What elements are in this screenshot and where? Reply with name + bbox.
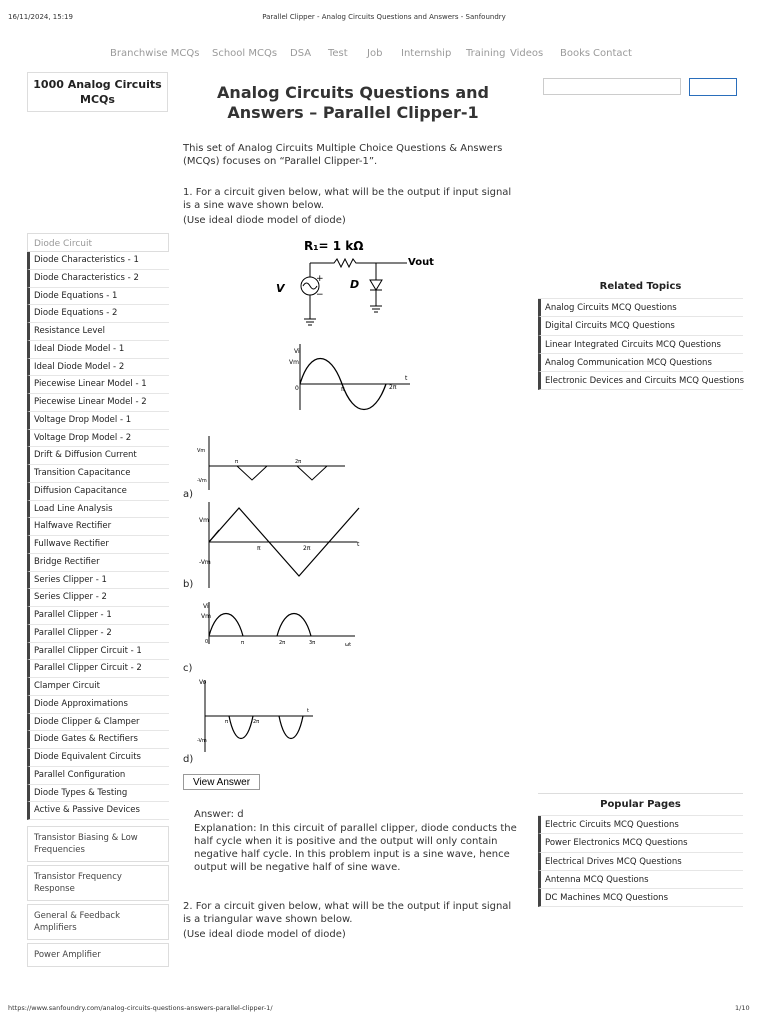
c-vi-label: Vi: [203, 603, 209, 610]
intro-text: This set of Analog Circuits Multiple Choice Questions & Answers (MCQs) focuses on “Parallel Clipper-1”.: [183, 143, 503, 167]
nav-school-mcqs[interactable]: School MCQs: [212, 48, 278, 59]
c-wt-label: ωt: [345, 642, 352, 648]
popular-page-link[interactable]: Antenna MCQ Questions: [538, 871, 743, 889]
option-c-graph: [195, 598, 360, 654]
b-t-label: t: [357, 541, 360, 548]
b-vm-label: Vm: [199, 517, 209, 524]
a-pi-label: π: [235, 459, 239, 465]
sidebar-box-transistor-frequency[interactable]: Transistor Frequency Response: [27, 865, 169, 901]
t-label: t: [405, 375, 408, 382]
option-d-label: d): [183, 754, 194, 765]
nav-internship[interactable]: Internship: [401, 48, 452, 59]
nav-branchwise-mcqs[interactable]: Branchwise MCQs: [110, 48, 200, 59]
vm-label: Vm: [289, 359, 299, 366]
sidebar-item[interactable]: Diode Equations - 2: [27, 305, 169, 323]
circuit-diagram: [270, 234, 440, 334]
sidebar-item[interactable]: Parallel Clipper - 2: [27, 625, 169, 643]
vi-label: Vi: [294, 348, 300, 355]
d-two-pi-label: 2π: [253, 719, 260, 725]
sidebar-list: [27, 252, 169, 820]
popular-pages-title: Popular Pages: [600, 799, 681, 810]
search-input[interactable]: [543, 78, 681, 95]
analog-circuits-mcqs-box[interactable]: [27, 72, 168, 112]
d-pi-label: π: [225, 719, 229, 725]
sidebar-item[interactable]: Diffusion Capacitance: [27, 483, 169, 501]
related-topics-panel: [538, 281, 743, 390]
print-url: https://www.sanfoundry.com/analog-circuits-questions-answers-parallel-clipper-1/: [8, 1004, 273, 1012]
nav-job[interactable]: Job: [367, 48, 383, 59]
c-vm-label: Vm: [201, 613, 211, 620]
related-topic-link[interactable]: Analog Communication MCQ Questions: [538, 354, 743, 372]
two-pi-label: 2π: [389, 384, 397, 391]
sidebar-item[interactable]: Series Clipper - 1: [27, 572, 169, 590]
popular-page-link[interactable]: Power Electronics MCQ Questions: [538, 834, 743, 852]
b-pi-label: π: [257, 545, 261, 552]
zero-label: 0: [295, 385, 299, 392]
nav-videos[interactable]: Videos: [510, 48, 544, 59]
sidebar-item[interactable]: Piecewise Linear Model - 2: [27, 394, 169, 412]
question-2-note: (Use ideal diode model of diode): [183, 929, 346, 940]
nav-dsa[interactable]: DSA: [290, 48, 312, 59]
sidebar-item[interactable]: Diode Equations - 1: [27, 288, 169, 306]
sidebar-item[interactable]: Diode Gates & Rectifiers: [27, 731, 169, 749]
c-three-pi-label: 3π: [309, 640, 316, 646]
option-a-label: a): [183, 489, 194, 500]
print-page-title: Parallel Clipper - Analog Circuits Questions and Answers - Sanfoundry: [262, 13, 506, 21]
sidebar-item[interactable]: Ideal Diode Model - 2: [27, 359, 169, 377]
sidebar-item[interactable]: Transition Capacitance: [27, 465, 169, 483]
minus-sign: −: [316, 290, 324, 300]
print-timestamp: 16/11/2024, 15:19: [8, 13, 73, 21]
popular-pages-list: [538, 815, 743, 907]
sidebar-item[interactable]: Active & Passive Devices: [27, 802, 169, 820]
nav-books[interactable]: Books: [560, 48, 591, 59]
nav-test[interactable]: Test: [328, 48, 348, 59]
vout-label: Vout: [408, 257, 434, 268]
search-button[interactable]: [689, 78, 737, 96]
c-two-pi-label: 2π: [279, 640, 286, 646]
sidebar-item[interactable]: Diode Approximations: [27, 696, 169, 714]
sidebar-item[interactable]: Bridge Rectifier: [27, 554, 169, 572]
answer-text: Answer: d: [194, 809, 244, 820]
popular-page-link[interactable]: Electrical Drives MCQ Questions: [538, 853, 743, 871]
d-vo-label: Vo: [199, 679, 207, 686]
source-label: V: [276, 282, 285, 295]
sidebar-item[interactable]: Series Clipper - 2: [27, 589, 169, 607]
popular-page-link[interactable]: DC Machines MCQ Questions: [538, 889, 743, 907]
sidebar-item[interactable]: Diode Clipper & Clamper: [27, 714, 169, 732]
plus-sign: +: [316, 274, 324, 284]
popular-page-link[interactable]: Electric Circuits MCQ Questions: [538, 816, 743, 834]
sidebar-item[interactable]: Diode Characteristics - 1: [27, 252, 169, 270]
sidebar-item[interactable]: Fullwave Rectifier: [27, 536, 169, 554]
sidebar-item[interactable]: Diode Types & Testing: [27, 785, 169, 803]
question-2: 2. For a circuit given below, what will be the output if input signal is a triangular wave shown below.: [183, 901, 512, 925]
popular-pages-panel: [538, 793, 743, 907]
related-topic-link[interactable]: Electronic Devices and Circuits MCQ Questions: [538, 372, 743, 390]
sidebar-item[interactable]: Piecewise Linear Model - 1: [27, 376, 169, 394]
nav-contact[interactable]: Contact: [593, 48, 632, 59]
explanation-text: Explanation: In this circuit of parallel clipper, diode conducts the half cycle when it is positive and the output will only contain negative half cycle. In this problem input is a sine wave, hence output will be negative half of sine wave.: [194, 823, 517, 873]
diode-label: D: [350, 278, 360, 291]
b-two-pi-label: 2π: [303, 545, 311, 552]
nav-training[interactable]: Training: [466, 48, 506, 59]
sidebar-item[interactable]: Ideal Diode Model - 1: [27, 341, 169, 359]
related-topic-link[interactable]: Linear Integrated Circuits MCQ Questions: [538, 336, 743, 354]
b-neg-vm-label: -Vm: [199, 559, 211, 566]
sidebar-item[interactable]: Parallel Clipper Circuit - 1: [27, 643, 169, 661]
sidebar: [27, 233, 169, 967]
sidebar-box-general-feedback[interactable]: General & Feedback Amplifiers: [27, 904, 169, 940]
sidebar-item[interactable]: Voltage Drop Model - 1: [27, 412, 169, 430]
question-1-note: (Use ideal diode model of diode): [183, 215, 346, 226]
sidebar-heading[interactable]: Diode Circuit: [27, 233, 169, 252]
related-topics-title: Related Topics: [599, 281, 682, 292]
sidebar-item[interactable]: Halfwave Rectifier: [27, 518, 169, 536]
question-1: 1. For a circuit given below, what will be the output if input signal is a sine wave shown below.: [183, 187, 512, 211]
c-pi-label: π: [241, 640, 245, 646]
sidebar-item[interactable]: Resistance Level: [27, 323, 169, 341]
print-page-count: 1/10: [735, 1004, 750, 1012]
related-topic-link[interactable]: Digital Circuits MCQ Questions: [538, 317, 743, 335]
option-b-graph: [195, 500, 365, 590]
sidebar-item[interactable]: Parallel Configuration: [27, 767, 169, 785]
a-two-pi-label: 2π: [295, 459, 302, 465]
input-sine-wave: [285, 340, 415, 414]
sidebar-box-power-amplifier[interactable]: Power Amplifier: [27, 943, 169, 967]
option-d-graph: [195, 676, 345, 756]
a-neg-vm-label: -Vm: [197, 478, 207, 484]
related-topics-list: [538, 298, 743, 390]
sidebar-item[interactable]: Parallel Clipper Circuit - 2: [27, 660, 169, 678]
sidebar-item[interactable]: Diode Characteristics - 2: [27, 270, 169, 288]
c-zero-label: 0: [205, 639, 209, 645]
option-b-label: b): [183, 579, 194, 590]
page-title: Analog Circuits Questions and Answers – Parallel Clipper-1: [217, 83, 489, 122]
sidebar-item[interactable]: Parallel Clipper - 1: [27, 607, 169, 625]
pi-label: π: [341, 386, 345, 393]
sidebar-item[interactable]: Diode Equivalent Circuits: [27, 749, 169, 767]
top-nav: [0, 48, 768, 62]
sidebar-item[interactable]: Load Line Analysis: [27, 501, 169, 519]
sidebar-item[interactable]: Voltage Drop Model - 2: [27, 430, 169, 448]
d-t-label: t: [307, 708, 309, 714]
box-title: 1000 Analog Circuits MCQs: [33, 78, 162, 106]
resistor-label: R₁= 1 kΩ: [304, 239, 364, 253]
a-vm-label: Vm: [197, 448, 206, 454]
option-c-label: c): [183, 663, 193, 674]
related-topic-link[interactable]: Analog Circuits MCQ Questions: [538, 299, 743, 317]
sidebar-item[interactable]: Drift & Diffusion Current: [27, 447, 169, 465]
sidebar-item[interactable]: Clamper Circuit: [27, 678, 169, 696]
sidebar-box-transistor-biasing[interactable]: Transistor Biasing & Low Frequencies: [27, 826, 169, 862]
d-neg-vm-label: -Vm: [197, 738, 207, 744]
view-answer-button[interactable]: View Answer: [183, 774, 260, 790]
option-a-graph: [195, 434, 355, 492]
